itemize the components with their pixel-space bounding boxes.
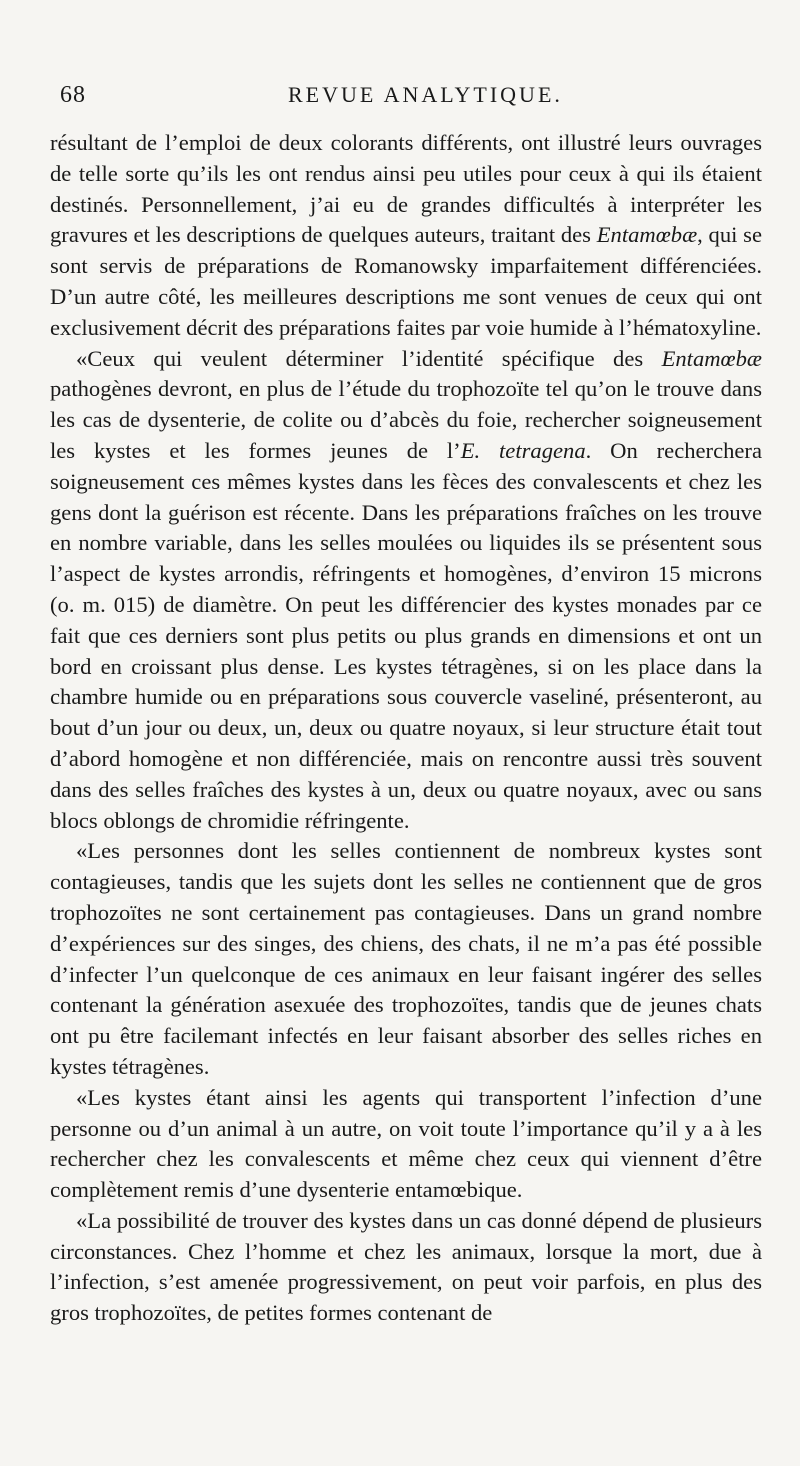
text-run: «Les personnes dont les selles contiennent de nombreux kystes sont contagieuses, tandis que les sujets dont les selles ne contiennent que de gros trophozoïtes ne sont certainement pas contagieuses. Dans un grand nombre d’expériences sur des singes, des chiens, des chats, il ne m’a pas été possible d’infecter l’un quelconque de ces animaux en leur faisant ingérer des selles contenant la génération asexuée des trophozoïtes, tandis que de jeunes chats ont pu être facilemant infectés en leur faisant absorber des selles riches en kystes tétragènes. (50, 838, 762, 1079)
running-head (60, 82, 760, 112)
article-body (50, 128, 762, 1329)
text-run: résultant de l’emploi de deux colorants différents, ont illustré leurs ouvrages de telle sorte qu’ils les ont rendus ainsi peu utiles pour ceux à qui ils étaient destinés. Personnellement, j’ai eu de grandes difficultés à interpréter les gravures et les descriptions de quelques auteurs, traitant des (50, 130, 762, 248)
text-run: . On recherchera soigneusement ces mêmes kystes dans les fèces des convalescents et chez les gens dont la guérison est récente. Dans les préparations fraîches on les trouve en nombre variable, dans les selles moulées ou liquides ils se présentent sous l’aspect de kystes arrondis, réfringents et homogènes, d’environ 15 microns (o. m. 015) de diamètre. On peut les différencier des kystes monades par ce fait que ces derniers sont plus petits ou plus grands en dimensions et ont un bord en croissant plus dense. Les kystes tétragènes, si on les place dans la chambre humide ou en préparations sous couvercle vaseliné, présenteront, au bout d’un jour ou deux, un, deux ou quatre noyaux, si leur structure était tout d’abord homogène et non différenciée, mais on rencontre aussi très souvent dans des selles fraîches des kystes à un, deux ou quatre noyaux, avec ou sans blocs oblongs de chromidie réfringente. (50, 437, 762, 833)
paragraph (50, 344, 762, 837)
italic-term: Entamœbæ (596, 222, 698, 248)
paragraph (50, 1083, 762, 1206)
text-run: , qui se sont servis de préparations de Romanowsky imparfaitement différenciées. D’un autre côté, les meilleures descriptions me sont venues de ceux qui ont exclusivement décrit des préparations faites par voie humide à l’hématoxyline. (50, 222, 762, 340)
italic-term: E. tetragena (460, 437, 586, 463)
text-run: «Ceux qui veulent déterminer l’identité spécifique des (76, 345, 662, 371)
text-run: «Les kystes étant ainsi les agents qui transportent l’infection d’une personne ou d’un animal à un autre, on voit toute l’importance qu’il y a à les rechercher chez les convalescents et même chez ceux qui viennent d’être complètement remis d’une dysenterie entamœbique. (50, 1084, 762, 1203)
italic-term: Entamœbæ (661, 345, 762, 371)
page-number: 68 (60, 82, 86, 108)
paragraph (50, 1206, 762, 1329)
text-run: «La possibilité de trouver des kystes dans un cas donné dépend de plusieurs circonstances. Chez l’homme et chez les animaux, lorsque la mort, due à l’infection, s’est amenée progressivement, on peut voir parfois, en plus des gros trophozoïtes, de petites formes contenant de (50, 1207, 762, 1326)
paragraph (50, 836, 762, 1082)
text-run: pathogènes devront, en plus de l’étude du trophozoïte tel qu’on le trouve dans les cas de dysenterie, de colite ou d’abcès du foie, rechercher soigneusement les kystes et les formes jeunes de l’ (50, 376, 762, 463)
running-head-title: REVUE ANALYTIQUE. (288, 82, 563, 107)
paragraph (50, 128, 762, 344)
